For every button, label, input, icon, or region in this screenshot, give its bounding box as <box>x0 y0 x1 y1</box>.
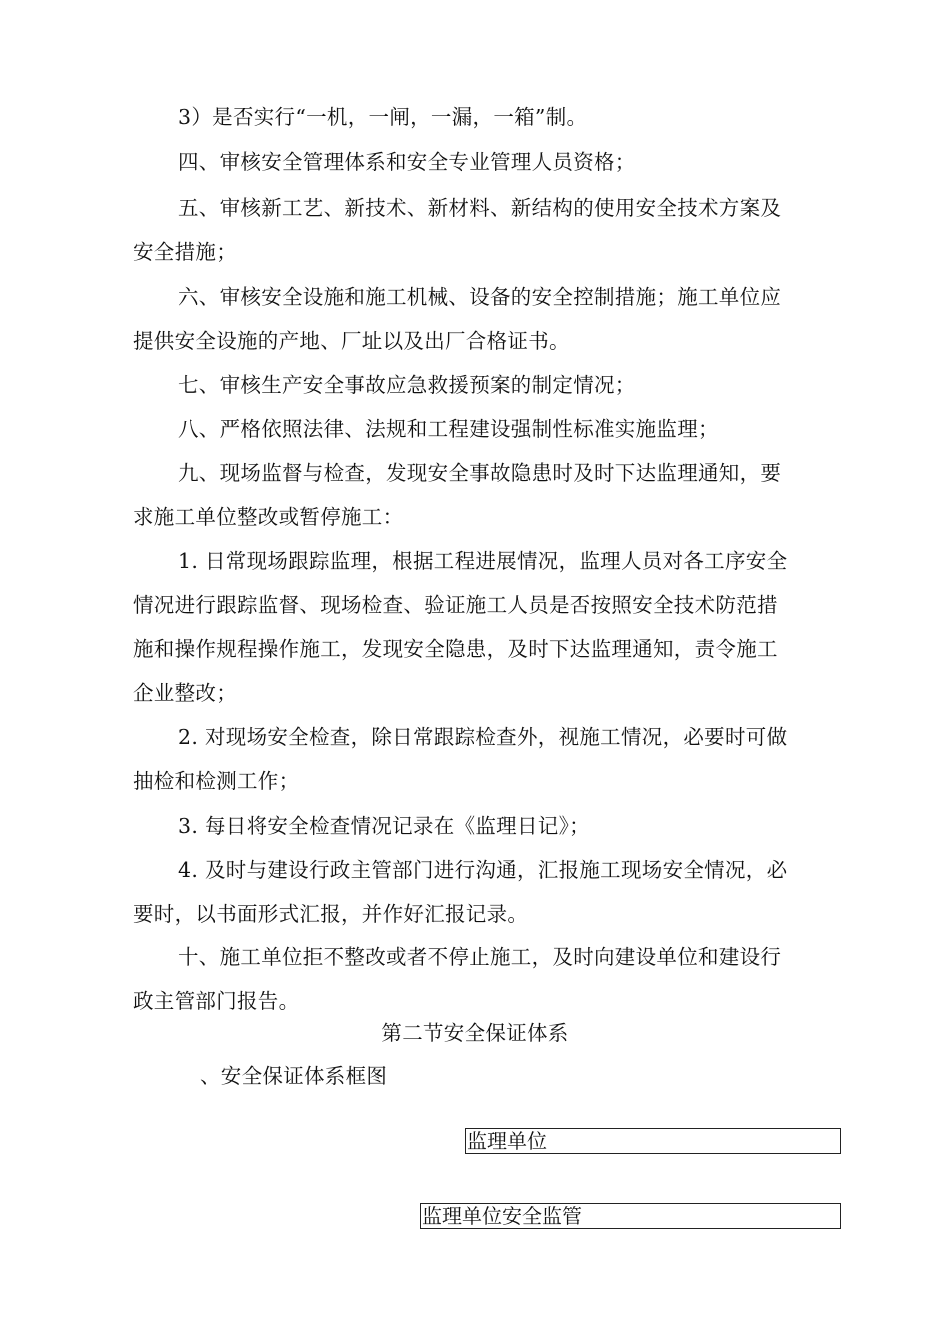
paragraph-line: 十、施工单位拒不整改或者不停止施工，及时向建设单位和建设行 <box>178 945 782 969</box>
paragraph-line: 要时，以书面形式汇报，并作好汇报记录。 <box>133 902 529 926</box>
section-title: 第二节安全保证体系 <box>381 1021 569 1045</box>
paragraph-line: 五、审核新工艺、新技术、新材料、新结构的使用安全技术方案及 <box>178 196 782 220</box>
paragraph-line: 4. 及时与建设行政主管部门进行沟通，汇报施工现场安全情况，必 <box>178 858 788 882</box>
paragraph-line: 情况进行跟踪监督、现场检查、验证施工人员是否按照安全技术防范措 <box>133 593 778 617</box>
paragraph-line: 政主管部门报告。 <box>133 989 300 1013</box>
paragraph-line: 抽检和检测工作； <box>133 769 300 793</box>
paragraph-line: 施和操作规程操作施工，发现安全隐患，及时下达监理通知，责令施工 <box>133 637 778 661</box>
paragraph-line: 六、审核安全设施和施工机械、设备的安全控制措施；施工单位应 <box>178 285 782 309</box>
paragraph-line: 1. 日常现场跟踪监理，根据工程进展情况，监理人员对各工序安全 <box>178 549 788 573</box>
paragraph-line: 3）是否实行“一机，一闸，一漏，一箱”制。 <box>178 105 588 129</box>
diagram-box-safety-supervision: 监理单位安全监管 <box>420 1203 841 1229</box>
paragraph-line: 提供安全设施的产地、厂址以及出厂合格证书。 <box>133 329 570 353</box>
paragraph-line: 3. 每日将安全检查情况记录在《监理日记》； <box>178 814 590 838</box>
paragraph-line: 安全措施； <box>133 240 237 264</box>
paragraph-line: 企业整改； <box>133 681 237 705</box>
paragraph-line: 八、严格依照法律、法规和工程建设强制性标准实施监理； <box>178 417 719 441</box>
diagram-box-supervision-unit: 监理单位 <box>465 1128 841 1154</box>
paragraph-line: 九、现场监督与检查，发现安全事故隐患时及时下达监理通知，要 <box>178 461 782 485</box>
paragraph-line: 四、审核安全管理体系和安全专业管理人员资格； <box>178 150 636 174</box>
paragraph-line: 七、审核生产安全事故应急救援预案的制定情况； <box>178 373 636 397</box>
paragraph-line: 2. 对现场安全检查，除日常跟踪检查外，视施工情况，必要时可做 <box>178 725 788 749</box>
paragraph-line: 求施工单位整改或暂停施工： <box>133 505 404 529</box>
subsection-title: 、安全保证体系框图 <box>200 1064 388 1088</box>
